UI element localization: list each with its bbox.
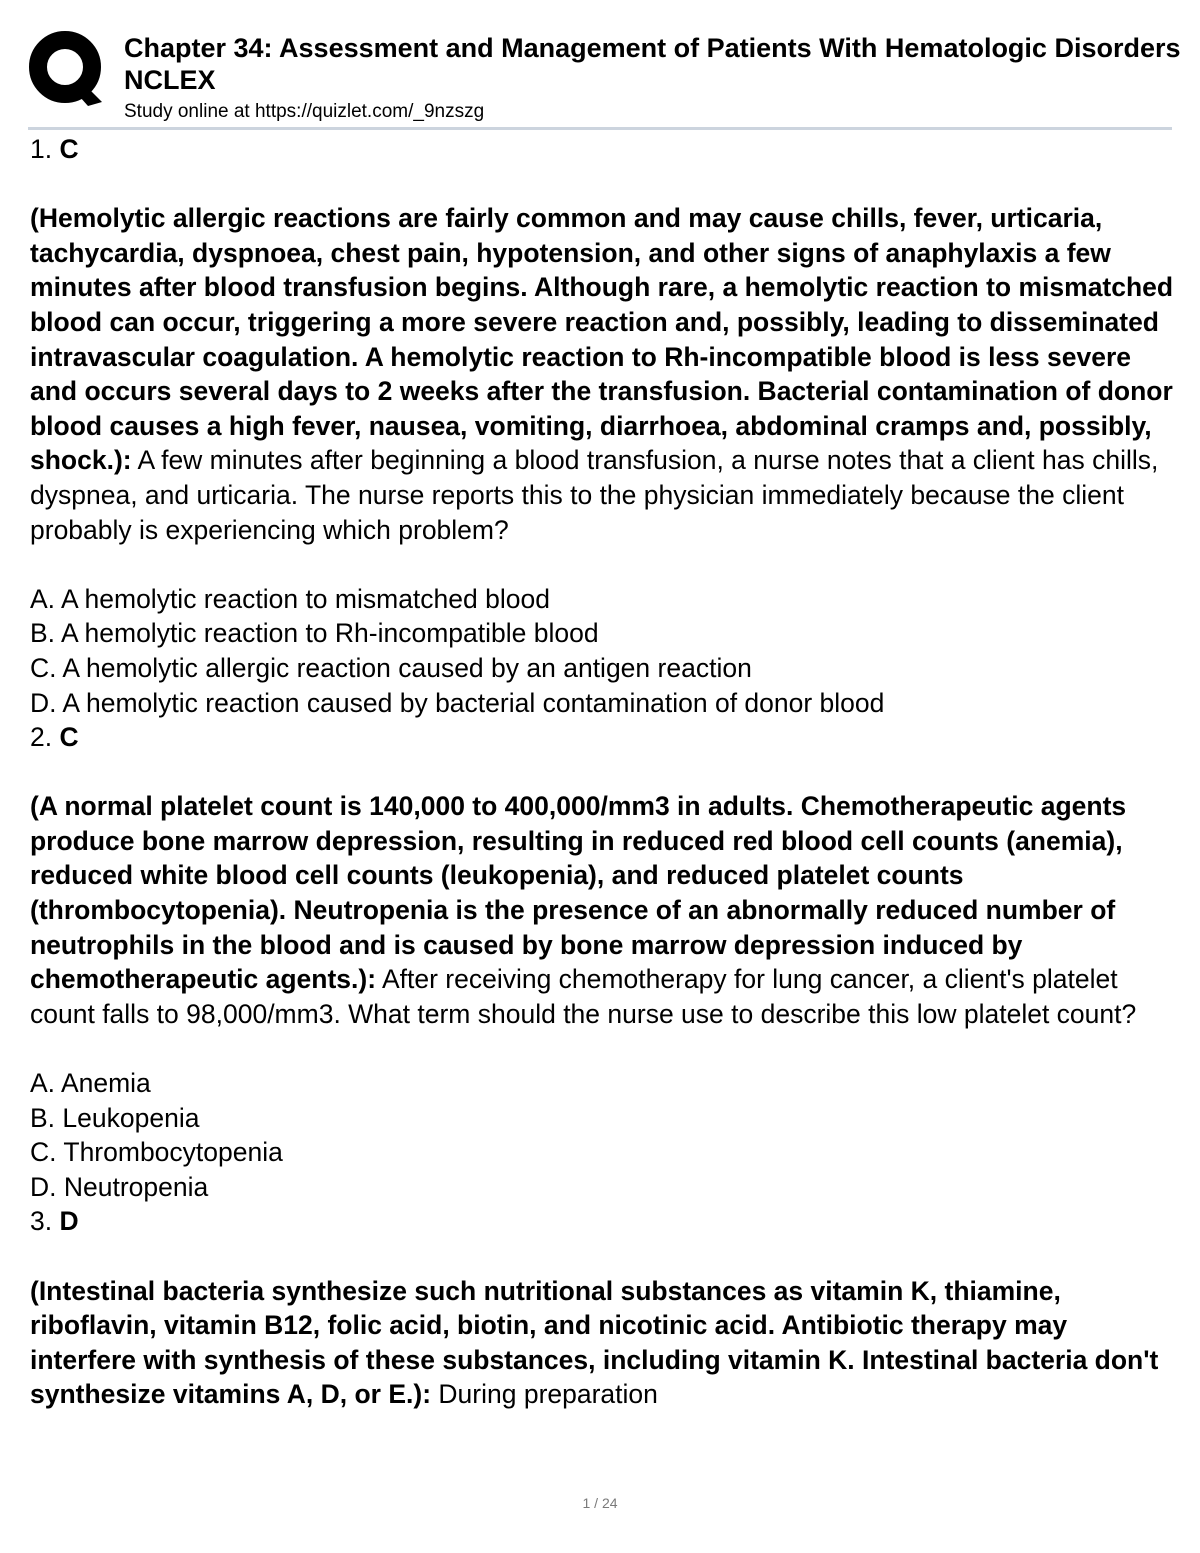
option-b: B. Leukopenia	[30, 1102, 200, 1133]
quizlet-q-logo-icon	[28, 30, 106, 108]
question-text: During preparation	[431, 1379, 658, 1410]
question-body	[30, 1274, 1175, 1412]
option-c: C. A hemolytic allergic reaction caused by an antigen reaction	[30, 652, 752, 683]
question-text: A few minutes after beginning a blood transfusion, a nurse notes that a client has chills, dyspnea, and urticaria. The nurse reports this to the physician immediately because the client probably is experiencing which problem?	[30, 445, 1159, 545]
answer-letter: D	[59, 1206, 79, 1237]
question-number: 1.	[30, 134, 53, 164]
study-link[interactable]: Study online at https://quizlet.com/_9nzszg	[124, 101, 485, 122]
option-list	[30, 1066, 1175, 1204]
rationale-text: (Hemolytic allergic reactions are fairly common and may cause chills, fever, urticaria, tachycardia, dyspnoea, chest pain, hypotension, and other signs of anaphylaxis a few minutes after blood transfusion begins. Although rare, a hemolytic reaction to mismatched blood can occur, triggering a more severe reaction and, possibly, leading to disseminated intravascular coagulation. A hemolytic reaction to Rh-incompatible blood is less severe and occurs several days to 2 weeks after the transfusion. Bacterial contamination of donor blood causes a high fever, nausea, vomiting, diarrhoea, abdominal cramps and, possibly, shock.):	[30, 203, 1174, 476]
page-number: 1 / 24	[582, 1495, 618, 1511]
question-item	[30, 132, 1175, 720]
question-text: After receiving chemotherapy for lung cancer, a client's platelet count falls to 98,000/mm3. What term should the nurse use to describe this low platelet count?	[30, 964, 1137, 1029]
answer-letter: C	[59, 134, 79, 164]
option-a: A. Anemia	[30, 1068, 151, 1099]
option-a: A. A hemolytic reaction to mismatched blood	[30, 583, 550, 614]
question-body	[30, 789, 1175, 1031]
question-number-line	[30, 720, 1175, 755]
option-c: C. Thrombocytopenia	[30, 1137, 283, 1168]
question-list	[30, 132, 1175, 1412]
question-number-line	[30, 1204, 1175, 1239]
rationale-text: (Intestinal bacteria synthesize such nutritional substances as vitamin K, thiamine, riboflavin, vitamin B12, folic acid, biotin, and nicotinic acid. Antibiotic therapy may interfere with synthesis of these substances, including vitamin K. Intestinal bacteria don't synthesize vitamins A, D, or E.):	[30, 1275, 1159, 1410]
option-b: B. A hemolytic reaction to Rh-incompatible blood	[30, 618, 599, 649]
question-item	[30, 720, 1175, 1204]
page-title: Chapter 34: Assessment and Management of Patients With Hematologic Disorders NCLEX	[124, 33, 1181, 95]
page-header	[28, 26, 1181, 126]
answer-letter: C	[59, 722, 79, 753]
option-d: D. Neutropenia	[30, 1171, 209, 1202]
rationale-text: (A normal platelet count is 140,000 to 400,000/mm3 in adults. Chemotherapeutic agents produce bone marrow depression, resulting in reduced red blood cell counts (anemia), reduced white blood cell counts (leukopenia), and reduced platelet counts (thrombocytopenia). Neutropenia is the presence of an abnormally reduced number of neutrophils in the blood and is caused by bone marrow depression induced by chemotherapeutic agents.):	[30, 791, 1127, 995]
option-list	[30, 582, 1175, 720]
question-number: 2.	[30, 722, 53, 753]
question-item	[30, 1204, 1175, 1412]
header-divider	[28, 127, 1172, 130]
question-number-line	[30, 132, 1175, 167]
question-number: 3.	[30, 1206, 53, 1237]
option-d: D. A hemolytic reaction caused by bacterial contamination of donor blood	[30, 687, 885, 718]
question-body	[30, 201, 1175, 547]
